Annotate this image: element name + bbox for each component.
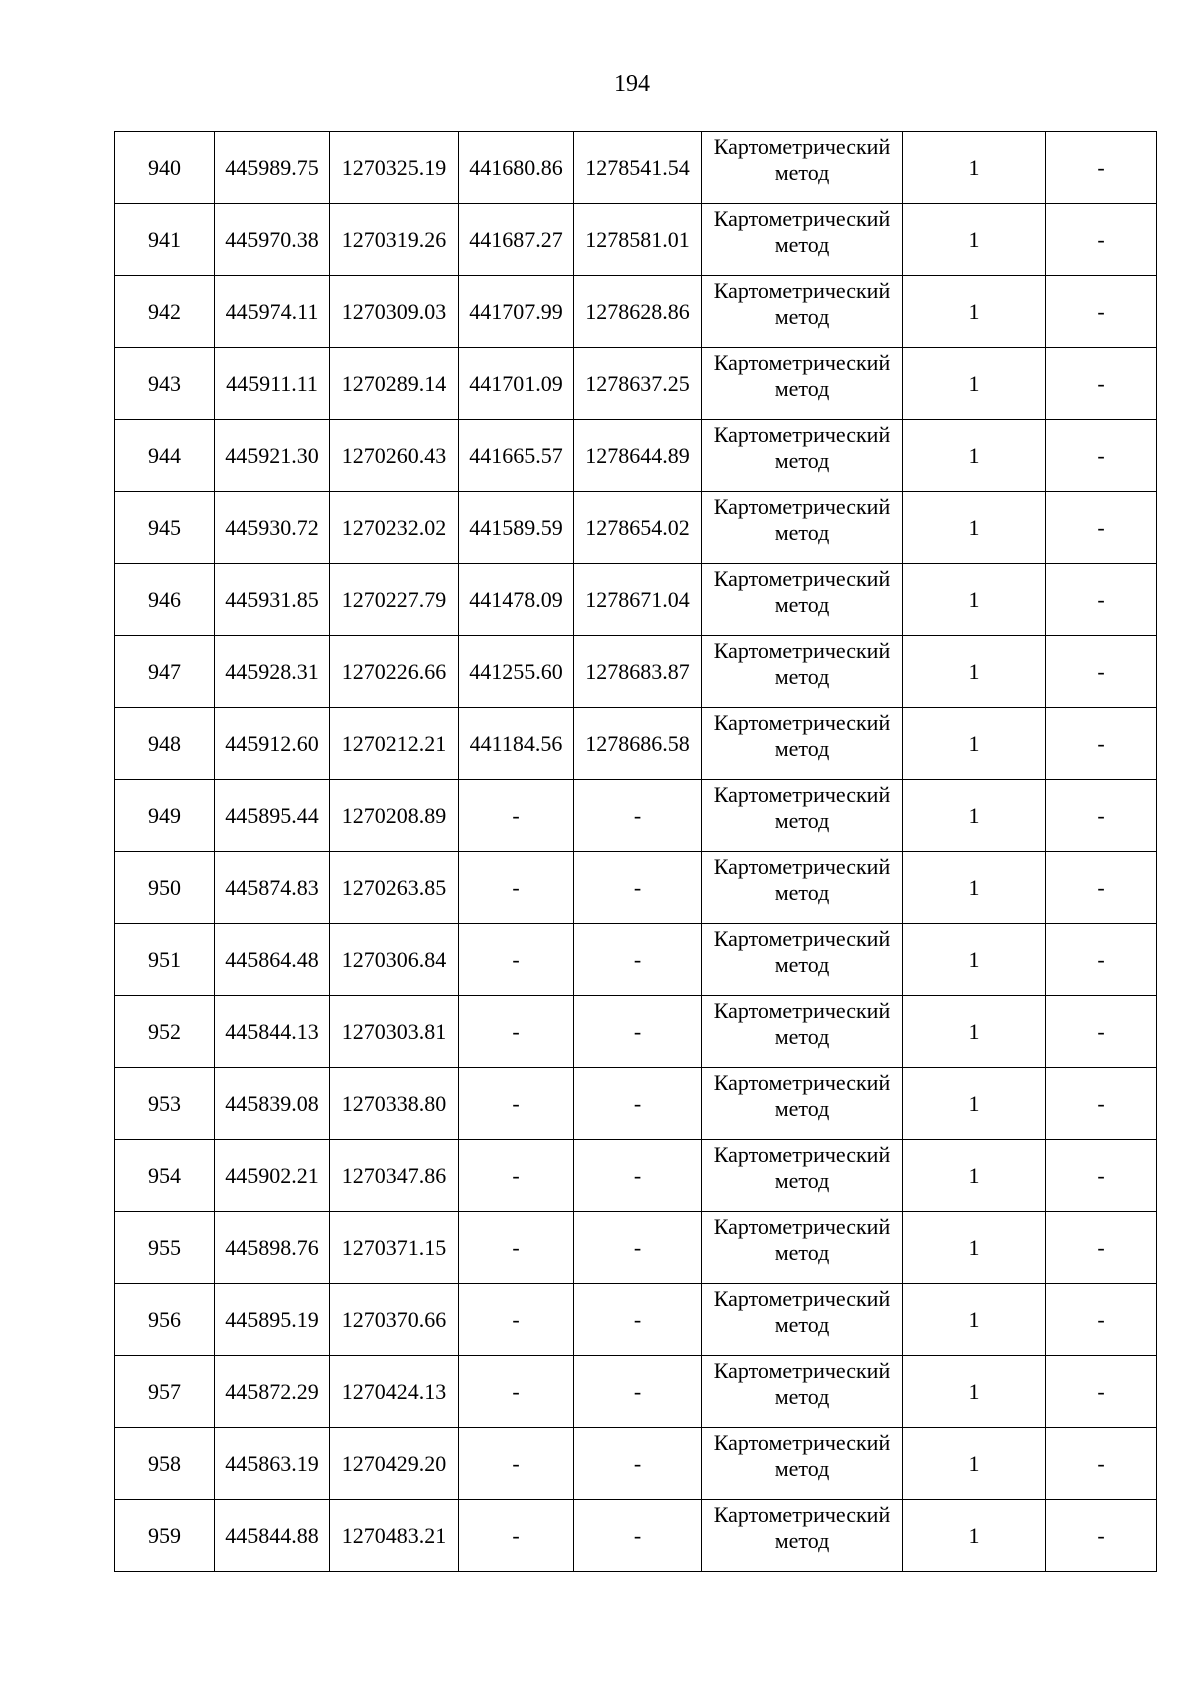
cell-note: - [1046, 1068, 1157, 1140]
cell-x-coordinate-alt: 441589.59 [459, 492, 574, 564]
table-row [115, 204, 1157, 276]
cell-y-coordinate-alt: - [574, 852, 702, 924]
cell-note: - [1046, 564, 1157, 636]
table-row [115, 852, 1157, 924]
cell-x-coordinate-alt: - [459, 924, 574, 996]
method-line-2: метод [774, 808, 830, 833]
cell-method [702, 636, 903, 708]
cell-y-coordinate: 1270303.81 [330, 996, 459, 1068]
cell-y-coordinate: 1270483.21 [330, 1500, 459, 1572]
cell-point-number: 950 [115, 852, 215, 924]
cell-x-coordinate: 445921.30 [215, 420, 330, 492]
table-row [115, 420, 1157, 492]
table-row [115, 564, 1157, 636]
method-line-1: Картометрический [713, 926, 891, 951]
cell-y-coordinate: 1270309.03 [330, 276, 459, 348]
method-line-2: метод [774, 520, 830, 545]
cell-x-coordinate-alt: 441680.86 [459, 132, 574, 204]
cell-x-coordinate-alt: - [459, 1428, 574, 1500]
cell-y-coordinate-alt: - [574, 1284, 702, 1356]
cell-point-number: 948 [115, 708, 215, 780]
cell-x-coordinate-alt: - [459, 852, 574, 924]
method-line-1: Картометрический [713, 566, 891, 591]
cell-accuracy: 1 [903, 780, 1046, 852]
table-row [115, 780, 1157, 852]
cell-note: - [1046, 1428, 1157, 1500]
cell-note: - [1046, 924, 1157, 996]
cell-y-coordinate-alt: 1278654.02 [574, 492, 702, 564]
cell-y-coordinate-alt: - [574, 996, 702, 1068]
cell-method [702, 1284, 903, 1356]
cell-method [702, 708, 903, 780]
cell-x-coordinate-alt: - [459, 1140, 574, 1212]
cell-x-coordinate: 445930.72 [215, 492, 330, 564]
cell-y-coordinate-alt: - [574, 780, 702, 852]
cell-note: - [1046, 1284, 1157, 1356]
cell-y-coordinate: 1270347.86 [330, 1140, 459, 1212]
cell-x-coordinate-alt: - [459, 1500, 574, 1572]
method-line-2: метод [774, 160, 830, 185]
cell-y-coordinate: 1270371.15 [330, 1212, 459, 1284]
cell-x-coordinate: 445912.60 [215, 708, 330, 780]
cell-y-coordinate-alt: 1278581.01 [574, 204, 702, 276]
cell-x-coordinate: 445864.48 [215, 924, 330, 996]
cell-method [702, 348, 903, 420]
cell-y-coordinate: 1270319.26 [330, 204, 459, 276]
method-line-2: метод [774, 736, 830, 761]
method-line-1: Картометрический [713, 1502, 891, 1527]
table-row [115, 1140, 1157, 1212]
cell-x-coordinate: 445895.19 [215, 1284, 330, 1356]
cell-note: - [1046, 276, 1157, 348]
cell-accuracy: 1 [903, 564, 1046, 636]
cell-point-number: 957 [115, 1356, 215, 1428]
method-line-1: Картометрический [713, 278, 891, 303]
method-line-2: метод [774, 1456, 830, 1481]
method-line-2: метод [774, 592, 830, 617]
cell-y-coordinate: 1270263.85 [330, 852, 459, 924]
cell-accuracy: 1 [903, 492, 1046, 564]
method-line-2: метод [774, 376, 830, 401]
cell-x-coordinate: 445844.13 [215, 996, 330, 1068]
cell-point-number: 951 [115, 924, 215, 996]
cell-method [702, 1428, 903, 1500]
cell-accuracy: 1 [903, 924, 1046, 996]
cell-point-number: 944 [115, 420, 215, 492]
cell-x-coordinate-alt: 441701.09 [459, 348, 574, 420]
coordinates-table [114, 131, 1157, 1572]
cell-x-coordinate-alt: 441665.57 [459, 420, 574, 492]
cell-x-coordinate: 445974.11 [215, 276, 330, 348]
cell-y-coordinate-alt: - [574, 1212, 702, 1284]
table-row [115, 1356, 1157, 1428]
method-line-2: метод [774, 1312, 830, 1337]
method-line-2: метод [774, 448, 830, 473]
cell-method [702, 852, 903, 924]
cell-note: - [1046, 780, 1157, 852]
cell-accuracy: 1 [903, 708, 1046, 780]
method-line-1: Картометрический [713, 1142, 891, 1167]
cell-y-coordinate: 1270232.02 [330, 492, 459, 564]
cell-accuracy: 1 [903, 348, 1046, 420]
method-line-1: Картометрический [713, 206, 891, 231]
cell-method [702, 1356, 903, 1428]
cell-y-coordinate-alt: - [574, 1068, 702, 1140]
method-line-1: Картометрический [713, 854, 891, 879]
cell-accuracy: 1 [903, 132, 1046, 204]
method-line-2: метод [774, 1240, 830, 1265]
cell-x-coordinate-alt: - [459, 996, 574, 1068]
cell-y-coordinate-alt: - [574, 1356, 702, 1428]
cell-y-coordinate-alt: 1278644.89 [574, 420, 702, 492]
method-line-1: Картометрический [713, 1358, 891, 1383]
cell-method [702, 564, 903, 636]
table-row [115, 1284, 1157, 1356]
cell-y-coordinate: 1270429.20 [330, 1428, 459, 1500]
method-line-1: Картометрический [713, 494, 891, 519]
cell-point-number: 952 [115, 996, 215, 1068]
method-line-2: метод [774, 664, 830, 689]
cell-point-number: 959 [115, 1500, 215, 1572]
cell-method [702, 276, 903, 348]
method-line-2: метод [774, 1528, 830, 1553]
table-body [115, 132, 1157, 1572]
cell-note: - [1046, 132, 1157, 204]
cell-method [702, 492, 903, 564]
method-line-1: Картометрический [713, 350, 891, 375]
cell-y-coordinate: 1270212.21 [330, 708, 459, 780]
cell-y-coordinate-alt: 1278637.25 [574, 348, 702, 420]
cell-note: - [1046, 852, 1157, 924]
cell-method [702, 924, 903, 996]
cell-accuracy: 1 [903, 1284, 1046, 1356]
cell-y-coordinate-alt: 1278671.04 [574, 564, 702, 636]
cell-y-coordinate-alt: 1278541.54 [574, 132, 702, 204]
cell-point-number: 958 [115, 1428, 215, 1500]
cell-note: - [1046, 636, 1157, 708]
cell-y-coordinate-alt: 1278628.86 [574, 276, 702, 348]
cell-accuracy: 1 [903, 1356, 1046, 1428]
cell-x-coordinate-alt: - [459, 1068, 574, 1140]
method-line-1: Картометрический [713, 782, 891, 807]
method-line-2: метод [774, 1096, 830, 1121]
page-number: 194 [614, 71, 650, 97]
cell-method [702, 1068, 903, 1140]
cell-note: - [1046, 1356, 1157, 1428]
cell-accuracy: 1 [903, 852, 1046, 924]
cell-point-number: 949 [115, 780, 215, 852]
table-row [115, 996, 1157, 1068]
table-row [115, 492, 1157, 564]
cell-y-coordinate: 1270208.89 [330, 780, 459, 852]
method-line-2: метод [774, 232, 830, 257]
cell-y-coordinate: 1270338.80 [330, 1068, 459, 1140]
cell-x-coordinate-alt: 441255.60 [459, 636, 574, 708]
cell-method [702, 132, 903, 204]
table-row [115, 708, 1157, 780]
table-row [115, 348, 1157, 420]
cell-x-coordinate-alt: - [459, 1356, 574, 1428]
cell-y-coordinate-alt: - [574, 1500, 702, 1572]
cell-note: - [1046, 1140, 1157, 1212]
cell-accuracy: 1 [903, 1212, 1046, 1284]
cell-x-coordinate-alt: 441687.27 [459, 204, 574, 276]
cell-note: - [1046, 1500, 1157, 1572]
table-row [115, 1068, 1157, 1140]
cell-y-coordinate-alt: 1278683.87 [574, 636, 702, 708]
cell-y-coordinate-alt: - [574, 1428, 702, 1500]
cell-point-number: 945 [115, 492, 215, 564]
cell-point-number: 954 [115, 1140, 215, 1212]
cell-note: - [1046, 996, 1157, 1068]
table-row [115, 924, 1157, 996]
table-row [115, 636, 1157, 708]
method-line-1: Картометрический [713, 1430, 891, 1455]
method-line-2: метод [774, 952, 830, 977]
cell-x-coordinate: 445863.19 [215, 1428, 330, 1500]
method-line-1: Картометрический [713, 1214, 891, 1239]
cell-x-coordinate: 445970.38 [215, 204, 330, 276]
cell-note: - [1046, 492, 1157, 564]
cell-x-coordinate: 445989.75 [215, 132, 330, 204]
cell-method [702, 204, 903, 276]
method-line-2: метод [774, 1024, 830, 1049]
cell-accuracy: 1 [903, 420, 1046, 492]
cell-method [702, 1500, 903, 1572]
cell-y-coordinate: 1270325.19 [330, 132, 459, 204]
cell-y-coordinate: 1270260.43 [330, 420, 459, 492]
cell-x-coordinate: 445902.21 [215, 1140, 330, 1212]
cell-accuracy: 1 [903, 204, 1046, 276]
table-row [115, 1428, 1157, 1500]
table-row [115, 1212, 1157, 1284]
cell-note: - [1046, 1212, 1157, 1284]
cell-x-coordinate-alt: - [459, 780, 574, 852]
cell-accuracy: 1 [903, 996, 1046, 1068]
cell-x-coordinate: 445844.88 [215, 1500, 330, 1572]
method-line-1: Картометрический [713, 1070, 891, 1095]
method-line-1: Картометрический [713, 638, 891, 663]
cell-y-coordinate: 1270289.14 [330, 348, 459, 420]
cell-method [702, 1212, 903, 1284]
cell-x-coordinate-alt: - [459, 1284, 574, 1356]
cell-y-coordinate-alt: 1278686.58 [574, 708, 702, 780]
cell-note: - [1046, 708, 1157, 780]
cell-accuracy: 1 [903, 1500, 1046, 1572]
table-row [115, 276, 1157, 348]
cell-x-coordinate: 445895.44 [215, 780, 330, 852]
method-line-1: Картометрический [713, 998, 891, 1023]
cell-method [702, 420, 903, 492]
cell-accuracy: 1 [903, 1140, 1046, 1212]
cell-x-coordinate-alt: - [459, 1212, 574, 1284]
cell-point-number: 947 [115, 636, 215, 708]
cell-method [702, 996, 903, 1068]
cell-point-number: 941 [115, 204, 215, 276]
cell-point-number: 942 [115, 276, 215, 348]
cell-point-number: 940 [115, 132, 215, 204]
cell-x-coordinate: 445839.08 [215, 1068, 330, 1140]
cell-x-coordinate: 445911.11 [215, 348, 330, 420]
cell-x-coordinate-alt: 441707.99 [459, 276, 574, 348]
cell-y-coordinate-alt: - [574, 1140, 702, 1212]
cell-method [702, 780, 903, 852]
cell-point-number: 953 [115, 1068, 215, 1140]
method-line-2: метод [774, 880, 830, 905]
cell-x-coordinate: 445872.29 [215, 1356, 330, 1428]
cell-y-coordinate: 1270424.13 [330, 1356, 459, 1428]
method-line-1: Картометрический [713, 710, 891, 735]
cell-note: - [1046, 204, 1157, 276]
method-line-2: метод [774, 304, 830, 329]
cell-note: - [1046, 420, 1157, 492]
cell-x-coordinate-alt: 441478.09 [459, 564, 574, 636]
cell-point-number: 955 [115, 1212, 215, 1284]
cell-accuracy: 1 [903, 1068, 1046, 1140]
cell-x-coordinate: 445931.85 [215, 564, 330, 636]
cell-x-coordinate-alt: 441184.56 [459, 708, 574, 780]
cell-x-coordinate: 445874.83 [215, 852, 330, 924]
cell-y-coordinate: 1270370.66 [330, 1284, 459, 1356]
cell-accuracy: 1 [903, 636, 1046, 708]
table-row [115, 1500, 1157, 1572]
cell-method [702, 1140, 903, 1212]
method-line-2: метод [774, 1168, 830, 1193]
table-row [115, 132, 1157, 204]
method-line-2: метод [774, 1384, 830, 1409]
cell-y-coordinate-alt: - [574, 924, 702, 996]
cell-y-coordinate: 1270226.66 [330, 636, 459, 708]
cell-y-coordinate: 1270227.79 [330, 564, 459, 636]
cell-accuracy: 1 [903, 276, 1046, 348]
cell-accuracy: 1 [903, 1428, 1046, 1500]
method-line-1: Картометрический [713, 134, 891, 159]
method-line-1: Картометрический [713, 1286, 891, 1311]
cell-point-number: 956 [115, 1284, 215, 1356]
cell-note: - [1046, 348, 1157, 420]
cell-point-number: 943 [115, 348, 215, 420]
cell-x-coordinate: 445928.31 [215, 636, 330, 708]
cell-y-coordinate: 1270306.84 [330, 924, 459, 996]
method-line-1: Картометрический [713, 422, 891, 447]
cell-x-coordinate: 445898.76 [215, 1212, 330, 1284]
cell-point-number: 946 [115, 564, 215, 636]
